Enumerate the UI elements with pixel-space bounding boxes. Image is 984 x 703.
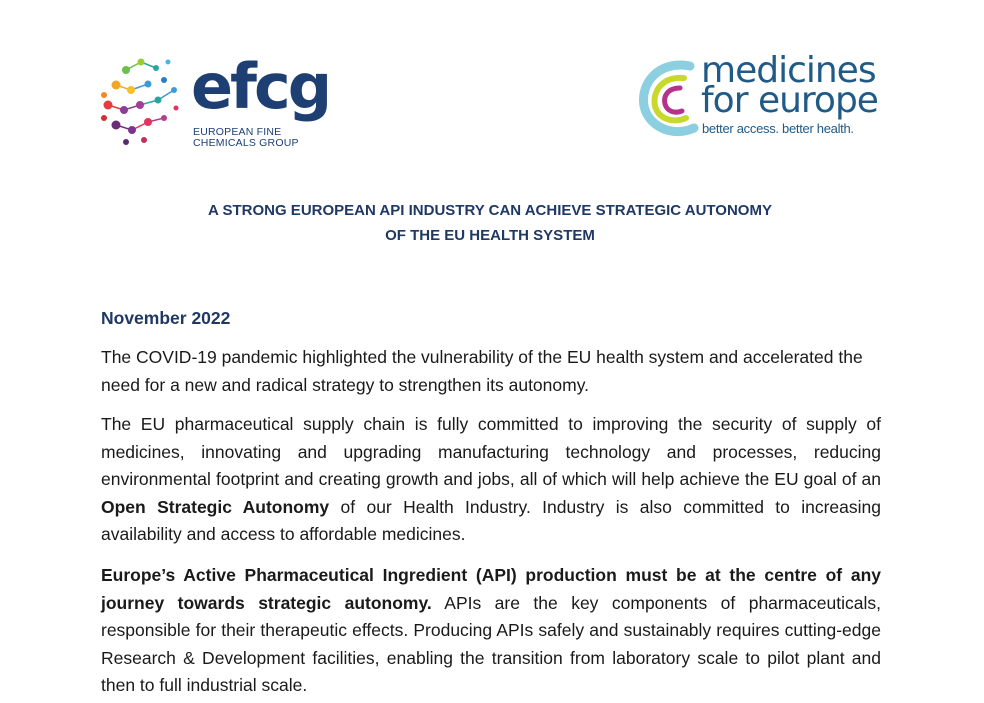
paragraph-1: The COVID-19 pandemic highlighted the vulnerability of the EU health system and accelerated the need for a new and radical strategy to strengthen its autonomy. [101,347,863,395]
efcg-logo [96,50,330,150]
paragraph-2 [101,411,881,549]
paragraph-2-text-start: The EU pharmaceutical supply chain is fully committed to improving the security of supply of medicines, innovating and upgrading manufacturing technology and processes, reducing environmental footprint and creating growth and jobs, all of which will help achieve the EU goal of an [101,414,881,489]
paragraph-3-text: APIs are the key components of pharmaceuticals, responsible for their therapeutic effects. Producing APIs safely and sustainably requires cutting-edge Research & Development facilities, enabling the transition from laboratory scale to pilot plant and then to full industrial scale. [101,592,881,695]
efcg-subtitle-line1: EUROPEAN FINE [193,126,282,138]
efcg-wordmark: efcg [191,50,330,123]
medicines-for-europe-logo [638,52,888,142]
document-date: November 2022 [101,308,231,328]
paragraph-3-bold: Europe’s Active Pharmaceutical Ingredient (API) production must be at the centre of any journey towards strategic autonomy. [101,565,881,613]
mfe-tagline: better access. better health. [702,121,854,136]
molecule-dots-icon [96,50,191,150]
mfe-wordmark-line2: for europe [701,80,878,121]
document-title-line2: OF THE EU HEALTH SYSTEM [385,227,595,244]
paragraph-2-bold: Open Strategic Autonomy [101,496,330,517]
mfe-wordmark-line1: medicines [701,50,876,91]
paragraph-2-text-end: of our Health Industry. Industry is also committed to increasing availability and access to affordable medicines. [101,496,881,544]
paragraph-3 [101,562,881,700]
swirl-c-icon [638,56,700,140]
efcg-subtitle-line2: CHEMICALS GROUP [193,137,299,149]
document-title-line1: A STRONG EUROPEAN API INDUSTRY CAN ACHIEVE STRATEGIC AUTONOMY [208,202,772,219]
document-title [100,198,880,248]
efcg-subtitle [193,127,299,149]
